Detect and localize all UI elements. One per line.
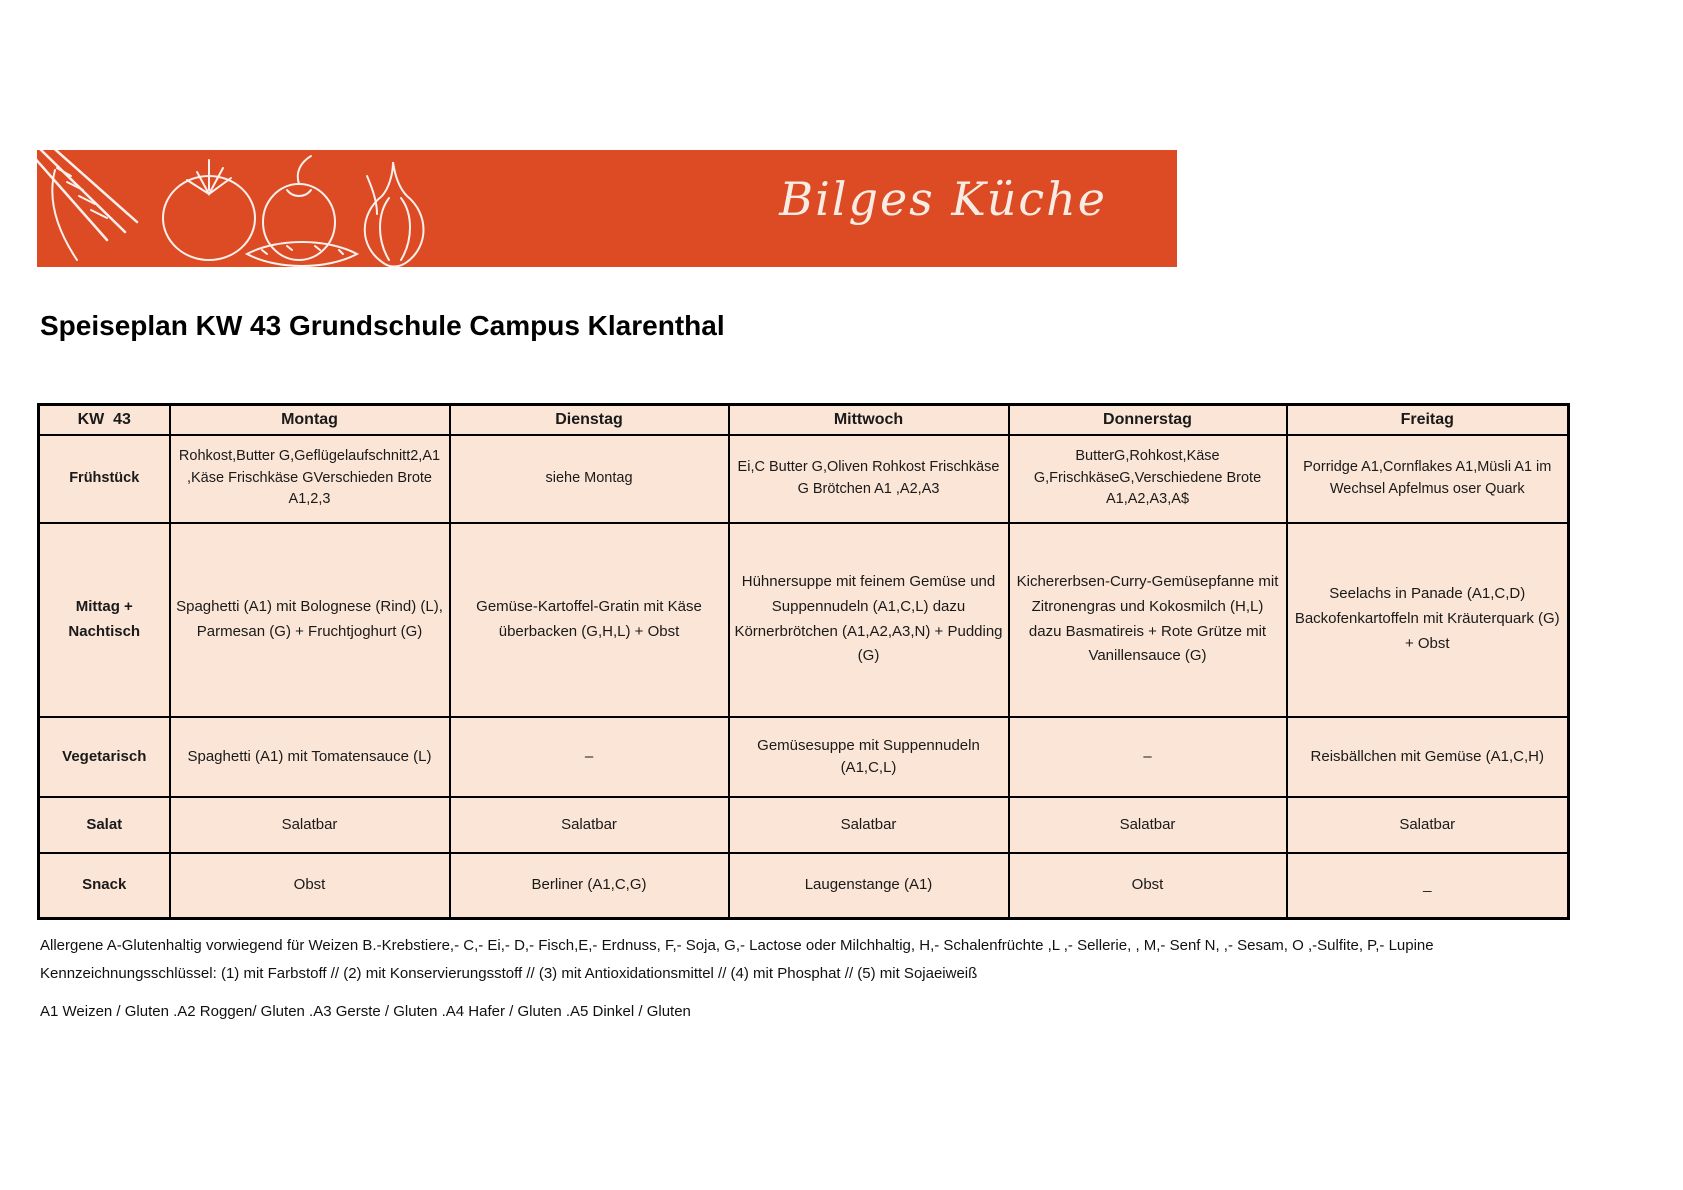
column-header-dienstag: Dienstag [450,405,729,435]
cell-vegetarisch-dienstag: – [450,717,729,797]
row-label-mittag: Mittag + Nachtisch [39,523,170,717]
row-label-snack: Snack [39,853,170,919]
cell-salat-dienstag: Salatbar [450,797,729,853]
table-row-mittag [39,523,1569,717]
table-header-row [39,405,1569,435]
allergen-legend-line: Allergene A-Glutenhaltig vorwiegend für Weizen B.-Krebstiere,- C,- Ei,- D,- Fisch,E,- Erdnuss, F,- Soja, G,- Lactose oder Milchhaltig, H,- Schalenfrüchte ,L ,- Sellerie, , M,- Senf N, ,- Sesam, O ,-Sulfite, P,- Lupine [40,937,1434,954]
cell-fruehstueck-donnerstag: ButterG,Rohkost,Käse G,FrischkäseG,Verschiedene Brote A1,A2,A3,A$ [1009,435,1287,523]
row-label-fruehstueck: Frühstück [39,435,170,523]
vegetables-illustration-icon [37,150,457,267]
column-header-freitag: Freitag [1287,405,1569,435]
table-row-fruehstueck [39,435,1569,523]
table-row-vegetarisch [39,717,1569,797]
cell-fruehstueck-freitag: Porridge A1,Cornflakes A1,Müsli A1 im Wechsel Apfelmus oser Quark [1287,435,1569,523]
cell-vegetarisch-donnerstag: – [1009,717,1287,797]
cell-salat-freitag: Salatbar [1287,797,1569,853]
cell-salat-mittwoch: Salatbar [729,797,1009,853]
cell-mittag-freitag: Seelachs in Panade (A1,C,D) Backofenkartoffeln mit Kräuterquark (G) + Obst [1287,523,1569,717]
labeling-key-line: Kennzeichnungsschlüssel: (1) mit Farbstoff // (2) mit Konservierungsstoff // (3) mit Antioxidationsmittel // (4) mit Phosphat // (5) mit Sojaeiweiß [40,965,978,982]
brand-banner [37,150,1177,267]
gluten-legend [40,998,1650,1026]
cell-vegetarisch-mittwoch: Gemüsesuppe mit Suppennudeln (A1,C,L) [729,717,1009,797]
row-label-salat: Salat [39,797,170,853]
cell-mittag-montag: Spaghetti (A1) mit Bolognese (Rind) (L), Parmesan (G) + Fruchtjoghurt (G) [170,523,450,717]
cell-snack-freitag: _ [1287,853,1569,919]
column-header-donnerstag: Donnerstag [1009,405,1287,435]
meal-plan-table [37,403,1567,920]
column-header-kw: KW 43 [39,405,170,435]
table-row-snack [39,853,1569,919]
cell-mittag-mittwoch: Hühnersuppe mit feinem Gemüse und Suppennudeln (A1,C,L) dazu Körnerbrötchen (A1,A2,A3,N) + Pudding (G) [729,523,1009,717]
cell-fruehstueck-mittwoch: Ei,C Butter G,Oliven Rohkost Frischkäse G Brötchen A1 ,A2,A3 [729,435,1009,523]
row-label-vegetarisch: Vegetarisch [39,717,170,797]
cell-mittag-donnerstag: Kichererbsen-Curry-Gemüsepfanne mit Zitronengras und Kokosmilch (H,L) dazu Basmatireis + Rote Grütze mit Vanillensauce (G) [1009,523,1287,717]
cell-fruehstueck-montag: Rohkost,Butter G,Geflügelaufschnitt2,A1 ,Käse Frischkäse GVerschieden Brote A1,2,3 [170,435,450,523]
cell-snack-mittwoch: Laugenstange (A1) [729,853,1009,919]
cell-salat-donnerstag: Salatbar [1009,797,1287,853]
gluten-legend-line: A1 Weizen / Gluten .A2 Roggen/ Gluten .A3 Gerste / Gluten .A4 Hafer / Gluten .A5 Dinkel / Gluten [40,1003,691,1020]
cell-fruehstueck-dienstag: siehe Montag [450,435,729,523]
cell-snack-donnerstag: Obst [1009,853,1287,919]
cell-vegetarisch-freitag: Reisbällchen mit Gemüse (A1,C,H) [1287,717,1569,797]
column-header-mittwoch: Mittwoch [729,405,1009,435]
cell-vegetarisch-montag: Spaghetti (A1) mit Tomatensauce (L) [170,717,450,797]
column-header-montag: Montag [170,405,450,435]
table-row-salat [39,797,1569,853]
cell-snack-dienstag: Berliner (A1,C,G) [450,853,729,919]
brand-name: Bilges Küche [779,172,1107,226]
cell-snack-montag: Obst [170,853,450,919]
cell-mittag-dienstag: Gemüse-Kartoffel-Gratin mit Käse überbacken (G,H,L) + Obst [450,523,729,717]
page-title: Speiseplan KW 43 Grundschule Campus Klarenthal [40,310,725,341]
cell-salat-montag: Salatbar [170,797,450,853]
allergen-legend [40,932,1650,988]
